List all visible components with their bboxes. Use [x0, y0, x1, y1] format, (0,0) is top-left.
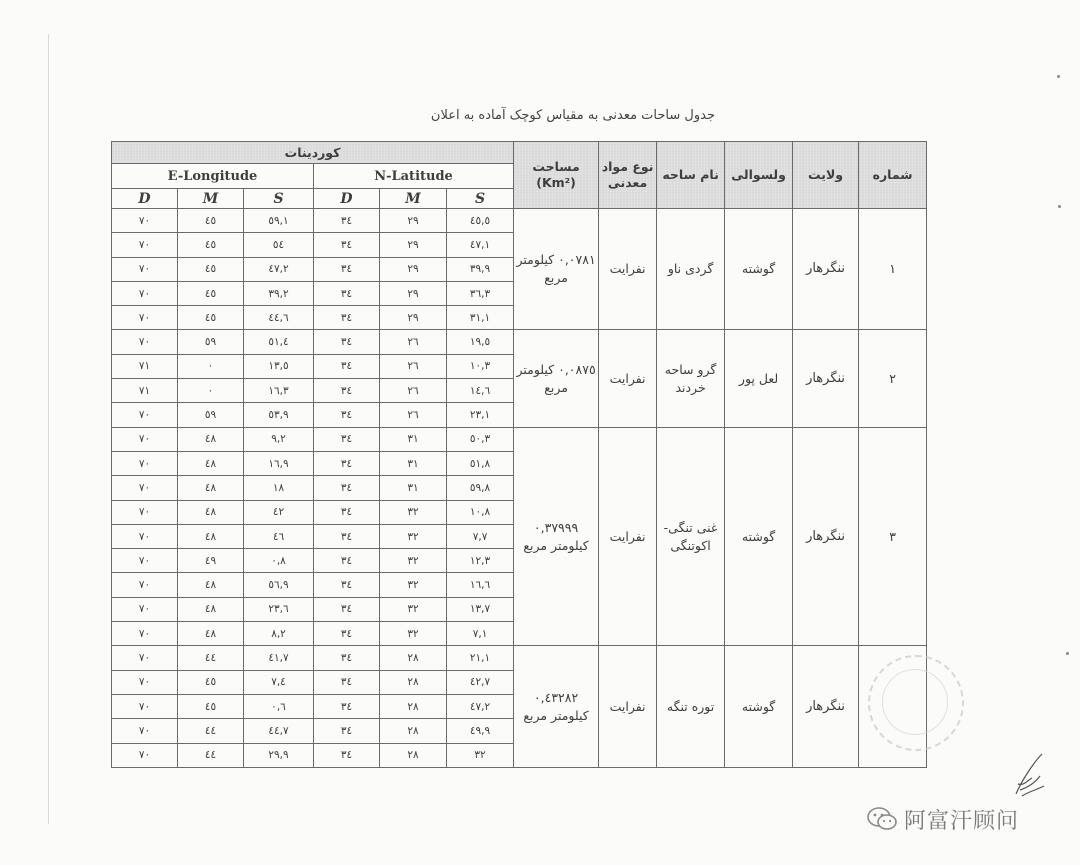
- lon-d-cell: ٧٠: [112, 476, 178, 500]
- number-header: شماره: [859, 142, 927, 209]
- area-header: مساحت (Km²): [514, 142, 599, 209]
- area-cell: ٠,٠٧٨١ کیلومتر مربع: [514, 209, 599, 330]
- district-cell: گوشته: [725, 209, 793, 330]
- lon-d-cell: ٧٠: [112, 500, 178, 524]
- lat-m-cell: ٢٩: [380, 306, 447, 330]
- lat-d-cell: ٣٤: [314, 281, 380, 305]
- lat-d-cell: ٣٤: [314, 233, 380, 257]
- coordinates-header: کوردینات: [112, 142, 514, 164]
- longitude-header: E-Longitude: [112, 164, 314, 189]
- district-cell: گوشته: [725, 646, 793, 767]
- lon-m-cell: ٠: [178, 354, 244, 378]
- lon-m-cell: ٤٤: [178, 719, 244, 743]
- lat-m-cell: ٢٨: [380, 646, 447, 670]
- lat-d-cell: ٣٤: [314, 451, 380, 475]
- lon-d-cell: ٧٠: [112, 427, 178, 451]
- lat-d-cell: ٣٤: [314, 209, 380, 233]
- lat-m-cell: ٢٦: [380, 379, 447, 403]
- lon-d-cell: ٧٠: [112, 549, 178, 573]
- wechat-icon: [866, 805, 898, 833]
- lon-s-cell: ٥٣,٩: [244, 403, 314, 427]
- lon-m-cell: ٤٨: [178, 476, 244, 500]
- handwritten-signature: [1012, 750, 1048, 800]
- lon-s-cell: ٠,٨: [244, 549, 314, 573]
- lon-d-cell: ٧١: [112, 379, 178, 403]
- district-cell: لعل پور: [725, 330, 793, 427]
- lat-m-cell: ٢٨: [380, 719, 447, 743]
- scan-speck: [1058, 205, 1061, 208]
- lat-m-cell: ٢٦: [380, 354, 447, 378]
- lon-d-cell: ٧٠: [112, 646, 178, 670]
- lat-d-cell: ٣٤: [314, 427, 380, 451]
- lon-m-cell: ٤٥: [178, 306, 244, 330]
- lon-m-cell: ٤٥: [178, 257, 244, 281]
- lat-s-cell: ٥١,٨: [447, 451, 514, 475]
- lat-d-cell: ٣٤: [314, 646, 380, 670]
- lon-s-cell: ٤٧,٢: [244, 257, 314, 281]
- lat-s-cell: ٥٩,٨: [447, 476, 514, 500]
- lat-s-cell: ٤٩,٩: [447, 719, 514, 743]
- lon-m-cell: ٤٥: [178, 209, 244, 233]
- lat-d-cell: ٣٤: [314, 622, 380, 646]
- lon-m-cell: ٤٨: [178, 427, 244, 451]
- area-cell: ٠,٤٣٢٨٢ کیلومتر مربع: [514, 646, 599, 767]
- lat-m-cell: ٢٨: [380, 743, 447, 767]
- lat-d-cell: ٣٤: [314, 670, 380, 694]
- lat-m-cell: ٢٦: [380, 330, 447, 354]
- lat-d-cell: ٣٤: [314, 306, 380, 330]
- table-row: [112, 330, 927, 354]
- lon-d-cell: ٧٠: [112, 622, 178, 646]
- lon-d-cell: ٧٠: [112, 306, 178, 330]
- lat-m-cell: ٣٢: [380, 524, 447, 548]
- lat-m-cell: ٢٩: [380, 257, 447, 281]
- lon-s-cell: ٤٤,٧: [244, 719, 314, 743]
- lat-d-cell: ٣٤: [314, 257, 380, 281]
- lon-m-cell: ٠: [178, 379, 244, 403]
- lon-d-cell: ٧٠: [112, 209, 178, 233]
- lon-d-cell: ٧٠: [112, 573, 178, 597]
- lon-s-cell: ٣٩,٢: [244, 281, 314, 305]
- scan-edge-line: [48, 34, 49, 824]
- lat-m-cell: ٣٢: [380, 549, 447, 573]
- lat-s-cell: ١٩,٥: [447, 330, 514, 354]
- site-name-header: نام ساحه: [657, 142, 725, 209]
- lon-d-header: D: [112, 189, 178, 209]
- lat-d-cell: ٣٤: [314, 524, 380, 548]
- lat-s-cell: ١٤,٦: [447, 379, 514, 403]
- lat-d-cell: ٣٤: [314, 354, 380, 378]
- province-cell: ننگرهار: [793, 427, 859, 646]
- lat-s-cell: ٢٣,١: [447, 403, 514, 427]
- lat-s-cell: ٤٥,٥: [447, 209, 514, 233]
- lon-s-cell: ٤٦: [244, 524, 314, 548]
- lat-s-cell: ١٢,٣: [447, 549, 514, 573]
- lon-s-cell: ٥١,٤: [244, 330, 314, 354]
- area-cell: ٠,٠٨٧٥ کیلومتر مربع: [514, 330, 599, 427]
- lon-d-cell: ٧٠: [112, 743, 178, 767]
- mining-sites-table: [111, 141, 927, 768]
- latitude-header: N-Latitude: [314, 164, 514, 189]
- mineral-type-cell: نفرایت: [599, 330, 657, 427]
- lon-s-cell: ٥٩,١: [244, 209, 314, 233]
- lat-d-cell: ٣٤: [314, 476, 380, 500]
- watermark: [866, 803, 1019, 835]
- number-cell: ٢: [859, 330, 927, 427]
- scan-speck: [1057, 75, 1060, 78]
- lat-m-cell: ٢٨: [380, 670, 447, 694]
- lon-m-cell: ٤٨: [178, 500, 244, 524]
- lat-s-cell: ٤٧,١: [447, 233, 514, 257]
- lat-s-cell: ٣٢: [447, 743, 514, 767]
- table-row: [112, 646, 927, 670]
- lat-s-cell: ٤٧,٢: [447, 694, 514, 718]
- lon-s-cell: ١٦,٣: [244, 379, 314, 403]
- lon-m-cell: ٤٨: [178, 524, 244, 548]
- province-cell: ننگرهار: [793, 646, 859, 767]
- lat-s-cell: ٥٠,٣: [447, 427, 514, 451]
- lon-s-header: S: [244, 189, 314, 209]
- lon-m-cell: ٤٥: [178, 670, 244, 694]
- lon-d-cell: ٧٠: [112, 670, 178, 694]
- mineral-type-cell: نفرایت: [599, 209, 657, 330]
- watermark-text: 阿富汗顾问: [904, 808, 1020, 834]
- mineral-type-cell: نفرایت: [599, 427, 657, 646]
- official-stamp-inner: [882, 669, 948, 735]
- lon-s-cell: ١٣,٥: [244, 354, 314, 378]
- lat-d-header: D: [314, 189, 380, 209]
- document-title: جدول ساحات معدنی به مقیاس کوچک آماده به اعلان: [430, 108, 715, 123]
- lat-s-cell: ٢١,١: [447, 646, 514, 670]
- lat-s-cell: ٣٦,٣: [447, 281, 514, 305]
- lat-d-cell: ٣٤: [314, 500, 380, 524]
- site-name-cell: گرو ساحه خردند: [657, 330, 725, 427]
- lon-m-cell: ٤٤: [178, 743, 244, 767]
- lat-d-cell: ٣٤: [314, 403, 380, 427]
- lat-m-cell: ٢٨: [380, 694, 447, 718]
- lat-m-cell: ٣١: [380, 476, 447, 500]
- lon-m-cell: ٤٤: [178, 646, 244, 670]
- lat-d-cell: ٣٤: [314, 330, 380, 354]
- lon-s-cell: ٨,٢: [244, 622, 314, 646]
- lat-s-cell: ١٣,٧: [447, 597, 514, 621]
- site-name-cell: توره تنگه: [657, 646, 725, 767]
- lat-s-cell: ٧,٧: [447, 524, 514, 548]
- lon-m-cell: ٥٩: [178, 330, 244, 354]
- lon-m-header: M: [178, 189, 244, 209]
- lat-d-cell: ٣٤: [314, 719, 380, 743]
- lon-s-cell: ٤١,٧: [244, 646, 314, 670]
- lat-m-cell: ٣١: [380, 427, 447, 451]
- lon-m-cell: ٤٨: [178, 597, 244, 621]
- lon-d-cell: ٧٠: [112, 403, 178, 427]
- lat-d-cell: ٣٤: [314, 597, 380, 621]
- lat-s-cell: ٣١,١: [447, 306, 514, 330]
- lon-s-cell: ١٨: [244, 476, 314, 500]
- lat-s-cell: ٤٢,٧: [447, 670, 514, 694]
- province-header: ولایت: [793, 142, 859, 209]
- lon-d-cell: ٧٠: [112, 694, 178, 718]
- lon-d-cell: ٧٠: [112, 257, 178, 281]
- lat-m-cell: ٣٢: [380, 573, 447, 597]
- lon-m-cell: ٥٩: [178, 403, 244, 427]
- lon-m-cell: ٤٨: [178, 451, 244, 475]
- lon-s-cell: ٢٣,٦: [244, 597, 314, 621]
- lon-s-cell: ٢٩,٩: [244, 743, 314, 767]
- lon-s-cell: ٩,٢: [244, 427, 314, 451]
- lat-m-header: M: [380, 189, 447, 209]
- district-header: ولسوالی: [725, 142, 793, 209]
- lat-d-cell: ٣٤: [314, 549, 380, 573]
- lon-d-cell: ٧٠: [112, 330, 178, 354]
- lat-m-cell: ٢٩: [380, 233, 447, 257]
- lon-d-cell: ٧٠: [112, 719, 178, 743]
- lat-m-cell: ٢٩: [380, 281, 447, 305]
- lon-m-cell: ٤٨: [178, 573, 244, 597]
- lon-d-cell: ٧٠: [112, 233, 178, 257]
- lat-m-cell: ٣٢: [380, 622, 447, 646]
- scan-speck: [1066, 652, 1069, 655]
- site-name-cell: غنی تنگی- اکوتنگی: [657, 427, 725, 646]
- lat-s-header: S: [447, 189, 514, 209]
- lon-s-cell: ٥٦,٩: [244, 573, 314, 597]
- district-cell: گوشته: [725, 427, 793, 646]
- lon-d-cell: ٧٠: [112, 281, 178, 305]
- mineral-type-cell: نفرایت: [599, 646, 657, 767]
- lat-s-cell: ٣٩,٩: [447, 257, 514, 281]
- lat-s-cell: ١٦,٦: [447, 573, 514, 597]
- lat-d-cell: ٣٤: [314, 743, 380, 767]
- lon-s-cell: ٠,٦: [244, 694, 314, 718]
- lon-s-cell: ٤٢: [244, 500, 314, 524]
- lat-m-cell: ٢٦: [380, 403, 447, 427]
- mineral-type-header: نوع مواد معدنی: [599, 142, 657, 209]
- table-row: [112, 209, 927, 233]
- lat-s-cell: ١٠,٣: [447, 354, 514, 378]
- table-row: [112, 427, 927, 451]
- lat-d-cell: ٣٤: [314, 694, 380, 718]
- site-name-cell: گردی ناو: [657, 209, 725, 330]
- lat-m-cell: ٢٩: [380, 209, 447, 233]
- lat-m-cell: ٣٢: [380, 500, 447, 524]
- lon-s-cell: ١٦,٩: [244, 451, 314, 475]
- lon-m-cell: ٤٥: [178, 694, 244, 718]
- lon-d-cell: ٧٠: [112, 451, 178, 475]
- lon-m-cell: ٤٥: [178, 281, 244, 305]
- lon-m-cell: ٤٥: [178, 233, 244, 257]
- number-cell: ١: [859, 209, 927, 330]
- lon-d-cell: ٧٠: [112, 524, 178, 548]
- lat-m-cell: ٣١: [380, 451, 447, 475]
- lon-s-cell: ٥٤: [244, 233, 314, 257]
- lat-s-cell: ٧,١: [447, 622, 514, 646]
- lon-s-cell: ٧,٤: [244, 670, 314, 694]
- lon-m-cell: ٤٨: [178, 622, 244, 646]
- lat-d-cell: ٣٤: [314, 573, 380, 597]
- lon-s-cell: ٤٤,٦: [244, 306, 314, 330]
- province-cell: ننگرهار: [793, 330, 859, 427]
- lat-m-cell: ٣٢: [380, 597, 447, 621]
- lon-d-cell: ٧١: [112, 354, 178, 378]
- lon-d-cell: ٧٠: [112, 597, 178, 621]
- province-cell: ننگرهار: [793, 209, 859, 330]
- lat-d-cell: ٣٤: [314, 379, 380, 403]
- lat-s-cell: ١٠,٨: [447, 500, 514, 524]
- number-cell: ٣: [859, 427, 927, 646]
- area-cell: ٠,٣٧٩٩٩ کیلومتر مربع: [514, 427, 599, 646]
- lon-m-cell: ٤٩: [178, 549, 244, 573]
